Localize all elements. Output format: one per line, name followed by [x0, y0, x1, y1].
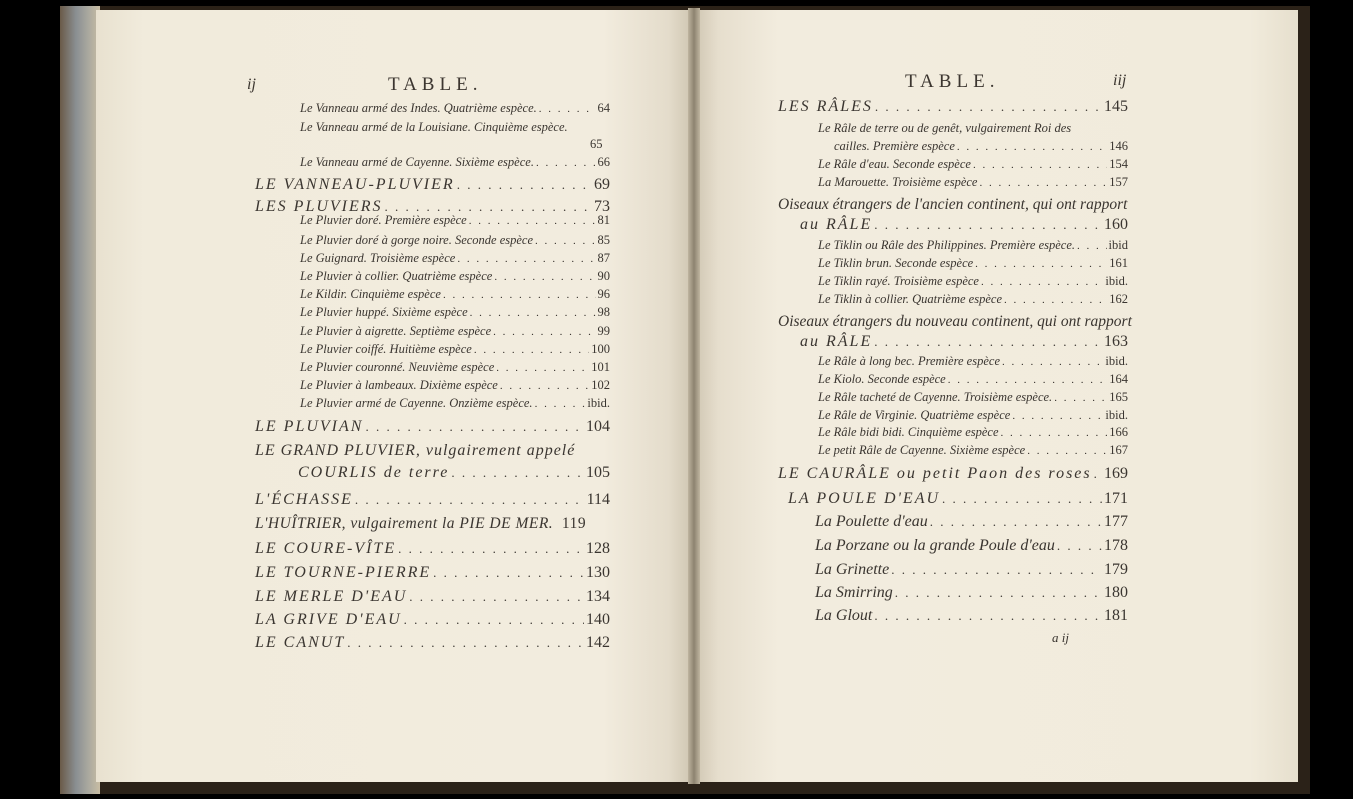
- toc-entry: Le Vanneau armé des Indes. Quatrième espèce. . . . 64: [300, 101, 610, 116]
- toc-entry: Le Vanneau armé de Cayenne. Sixième espèce. . . . 66: [300, 155, 610, 170]
- toc-entry: Le Kildir. Cinquième espèce . . . 96: [300, 287, 610, 302]
- toc-entry: Le Kiolo. Seconde espèce . . . 164: [818, 372, 1128, 387]
- toc-entry: LE PLUVIAN . . . 104: [255, 418, 610, 436]
- toc-entry: Le Pluvier à collier. Quatrième espèce . . . 90: [300, 269, 610, 284]
- toc-entry: Le Râle de terre ou de genêt, vulgairement Roi des: [818, 121, 1072, 135]
- toc-entry: Le Râle tacheté de Cayenne. Troisième espèce. . . . 165: [818, 390, 1128, 405]
- toc-entry: Le petit Râle de Cayenne. Sixième espèce . . . 167: [818, 443, 1128, 458]
- toc-entry: cailles. Première espèce . . . 146: [834, 139, 1128, 154]
- toc-entry: Le Pluvier huppé. Sixième espèce . . . 98: [300, 305, 610, 320]
- toc-entry: L'ÉCHASSE . . . 114: [255, 491, 610, 509]
- toc-entry: Le Pluvier à aigrette. Septième espèce . . . 99: [300, 324, 610, 339]
- toc-entry: Le Vanneau armé de la Louisiane. Cinquième espèce.: [300, 120, 568, 134]
- toc-entry: Le Pluvier doré. Première espèce . . . 81: [300, 213, 610, 228]
- toc-entry: Le Tiklin brun. Seconde espèce . . . 161: [818, 256, 1128, 271]
- toc-entry: au RÂLE . . . 160: [800, 216, 1128, 234]
- left-folio: ij: [247, 76, 256, 93]
- signature-mark: a ij: [1052, 630, 1069, 645]
- toc-entry: LE TOURNE-PIERRE . . . 130: [255, 564, 610, 582]
- toc-entry: Le Tiklin à collier. Quatrième espèce . . . 162: [818, 292, 1128, 307]
- toc-entry: Le Râle à long bec. Première espèce . . . ibid.: [818, 354, 1128, 369]
- toc-entry: La Smirring . . . 180: [815, 584, 1128, 602]
- toc-entry: La Glout . . . 181: [815, 607, 1128, 625]
- right-page-header: TABLE.: [905, 71, 1000, 92]
- page-gutter: [688, 8, 700, 784]
- toc-entry: LA POULE D'EAU . . . 171: [788, 490, 1128, 508]
- toc-entry: Le Pluvier doré à gorge noire. Seconde espèce . . . 85: [300, 233, 610, 248]
- toc-entry: LE VANNEAU-PLUVIER . . . 69: [255, 176, 610, 194]
- toc-entry: Le Râle de Virginie. Quatrième espèce . . . ibid.: [818, 408, 1128, 423]
- toc-entry: LE COURE-VÎTE . . . 128: [255, 540, 610, 558]
- toc-entry: Le Pluvier à lambeaux. Dixième espèce . . . 102: [300, 378, 610, 393]
- toc-entry: LE MERLE D'EAU . . . 134: [255, 588, 610, 606]
- toc-entry: La Porzane ou la grande Poule d'eau . . . 178: [815, 537, 1128, 555]
- toc-entry: Le Pluvier armé de Cayenne. Onzième espèce. . . . ibid.: [300, 396, 610, 411]
- toc-entry: LE GRAND PLUVIER, vulgairement appelé: [255, 442, 576, 459]
- toc-entry: Le Pluvier coiffé. Huitième espèce . . . 100: [300, 342, 610, 357]
- toc-entry: L'HUÎTRIER, vulgairement la PIE DE MER. 119: [255, 515, 587, 532]
- toc-entry: Le Tiklin ou Râle des Philippines. Première espèce. . . . ibid: [818, 238, 1128, 253]
- left-page-header: TABLE.: [388, 74, 483, 95]
- toc-entry: LES PLUVIERS . . . 73: [255, 198, 610, 216]
- right-folio: iij: [1113, 72, 1127, 89]
- toc-entry: Oiseaux étrangers de l'ancien continent, qui ont rapport: [778, 196, 1128, 213]
- toc-entry: LA GRIVE D'EAU . . . 140: [255, 611, 610, 629]
- toc-entry: au RÂLE . . . 163: [800, 333, 1128, 351]
- toc-entry: La Marouette. Troisième espèce . . . 157: [818, 175, 1128, 190]
- toc-entry: LE CANUT . . . 142: [255, 634, 610, 652]
- toc-entry: Le Râle bidi bidi. Cinquième espèce . . . 166: [818, 425, 1128, 440]
- toc-entry: Le Râle d'eau. Seconde espèce . . . 154: [818, 157, 1128, 172]
- toc-entry: Oiseaux étrangers du nouveau continent, qui ont rapport: [778, 313, 1132, 330]
- toc-entry: La Poulette d'eau . . . 177: [815, 513, 1128, 531]
- toc-entry: LE CAURÂLE ou petit Paon des roses . . . 169: [778, 465, 1128, 483]
- toc-entry: Le Guignard. Troisième espèce . . . 87: [300, 251, 610, 266]
- toc-entry: COURLIS de terre . . . 105: [298, 464, 610, 482]
- toc-entry: La Grinette . . . 179: [815, 561, 1128, 579]
- toc-entry: LES RÂLES . . . 145: [778, 98, 1128, 116]
- toc-entry: Le Tiklin rayé. Troisième espèce . . . ibid.: [818, 274, 1128, 289]
- book-cover-edge: [60, 6, 100, 794]
- toc-page: 65: [590, 137, 603, 151]
- toc-entry: Le Pluvier couronné. Neuvième espèce . . . 101: [300, 360, 610, 375]
